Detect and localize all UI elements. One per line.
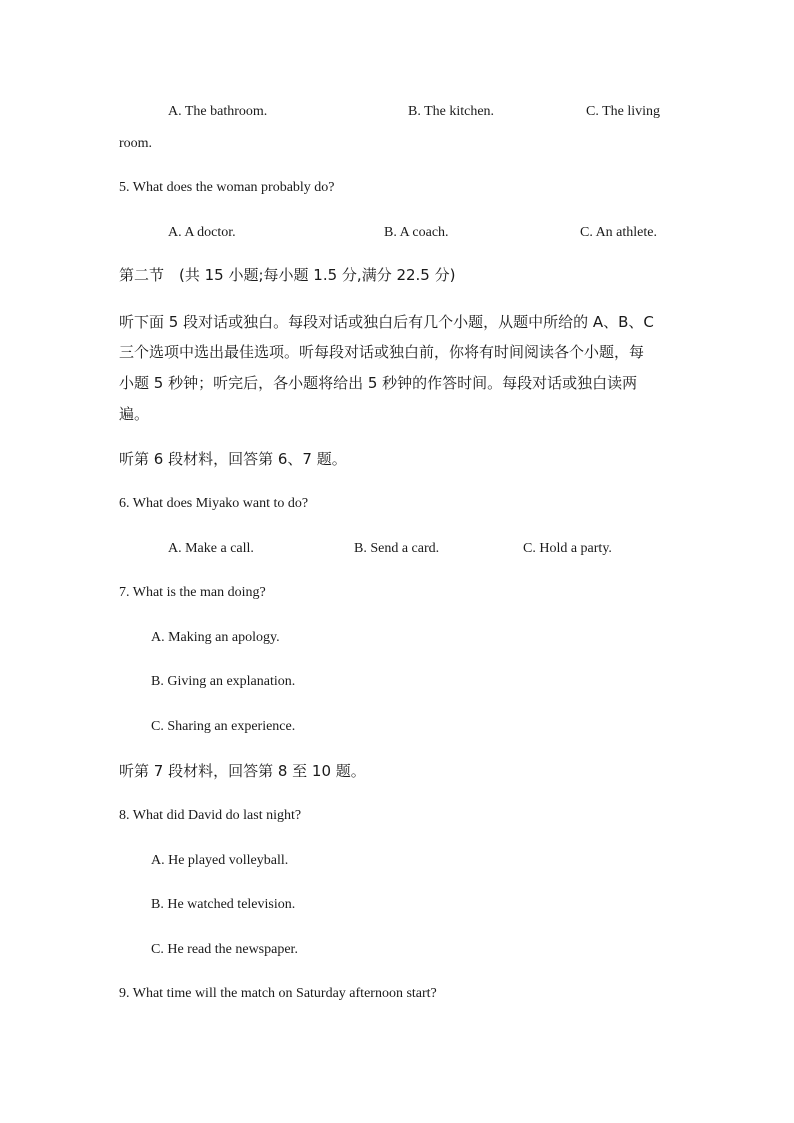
q8-option-b: B. He watched television. bbox=[151, 897, 296, 912]
material-6-heading: 听第 6 段材料，回答第 6、7 题。 bbox=[119, 450, 347, 468]
material-7-heading: 听第 7 段材料，回答第 8 至 10 题。 bbox=[119, 762, 366, 780]
q5-option-b: B. A coach. bbox=[384, 225, 449, 240]
q7-option-c: C. Sharing an experience. bbox=[151, 719, 296, 734]
q4-option-a: A. The bathroom. bbox=[168, 104, 268, 119]
section-heading: 第二节 (共 15 小题;每小题 1.5 分,满分 22.5 分) bbox=[119, 266, 456, 284]
q5-option-a: A. A doctor. bbox=[168, 225, 236, 240]
q6-option-b: B. Send a card. bbox=[354, 541, 440, 556]
q4-option-c: C. The living bbox=[586, 104, 661, 119]
q7-option-b: B. Giving an explanation. bbox=[151, 674, 296, 689]
instructions-line-4: 遍。 bbox=[119, 405, 150, 423]
q4-option-c-continued: room. bbox=[119, 136, 153, 151]
q9-question: 9. What time will the match on Saturday afternoon start? bbox=[119, 986, 437, 1001]
q6-option-c: C. Hold a party. bbox=[523, 541, 612, 556]
q8-question: 8. What did David do last night? bbox=[119, 808, 302, 823]
q7-option-a: A. Making an apology. bbox=[151, 630, 280, 645]
instructions-line-3: 小题 5 秒钟；听完后，各小题将给出 5 秒钟的作答时间。每段对话或独白读两 bbox=[119, 374, 638, 392]
q7-question: 7. What is the man doing? bbox=[119, 585, 266, 600]
q4-option-b: B. The kitchen. bbox=[408, 104, 495, 119]
q5-question: 5. What does the woman probably do? bbox=[119, 180, 335, 195]
q6-option-a: A. Make a call. bbox=[168, 541, 254, 556]
q6-question: 6. What does Miyako want to do? bbox=[119, 496, 309, 511]
instructions-line-1: 听下面 5 段对话或独白。每段对话或独白后有几个小题，从题中所给的 A、B、C bbox=[119, 313, 654, 331]
instructions-line-2: 三个选项中选出最佳选项。听每段对话或独白前，你将有时间阅读各个小题，每 bbox=[119, 343, 645, 361]
q8-option-c: C. He read the newspaper. bbox=[151, 942, 298, 957]
q5-option-c: C. An athlete. bbox=[580, 225, 657, 240]
q8-option-a: A. He played volleyball. bbox=[151, 853, 289, 868]
